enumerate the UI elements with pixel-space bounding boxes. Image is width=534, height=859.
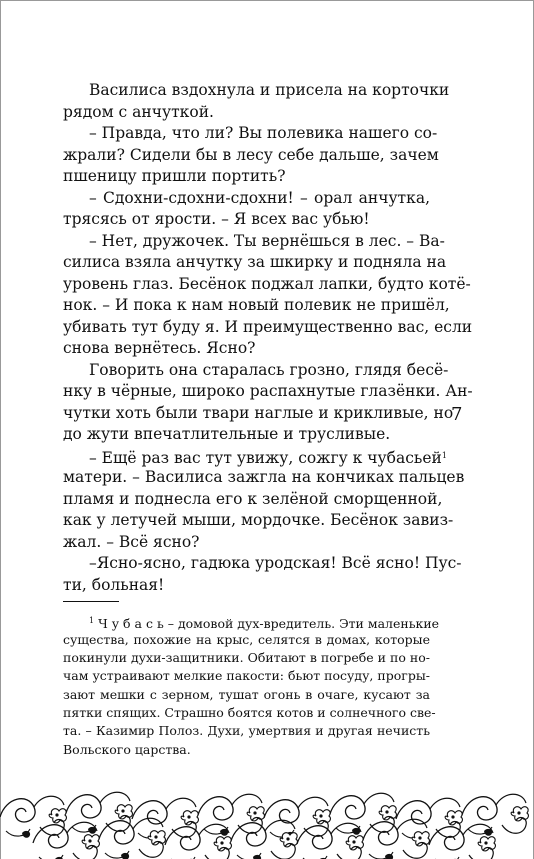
- text-line: пшеницу пришли портить?: [63, 167, 286, 185]
- footnote-line: [89, 612, 440, 631]
- footnote-rule: [63, 601, 119, 602]
- text-line: убивать тут буду я. И преимущественно вас, если: [63, 318, 473, 336]
- footnote-line: Вольского царства.: [63, 742, 191, 757]
- page-frame-left: [0, 0, 1, 859]
- floral-ornament-border: [0, 783, 534, 859]
- text-line: жрали? Сидели бы в лесу себе дальше, зачем: [63, 146, 439, 164]
- text-line: – Сдохни-сдохни-сдохни! – орал анчутка,: [89, 189, 430, 207]
- text-line: ти, больная!: [63, 576, 165, 594]
- footnote-line: пятки спящих. Страшно боятся котов и солнечного све-: [63, 705, 436, 720]
- text-line: снова вернётесь. Ясно?: [63, 339, 256, 357]
- text-line: силиса взяла анчутку за шкирку и подняла на: [63, 253, 447, 271]
- footnote-line: существа, похожие на крыс, селятся в домах, которые: [63, 632, 430, 647]
- text-line: трясясь от ярости. – Я всех вас убью!: [63, 210, 370, 228]
- text-line: [89, 445, 447, 467]
- footnote-ref: 1: [441, 451, 447, 460]
- text-line: – Нет, дружочек. Ты вернёшься в лес. – Ва-: [89, 232, 445, 250]
- page-number: 7: [451, 404, 463, 425]
- text-line: уровень глаз. Бесёнок поджал лапки, будто котё-: [63, 275, 471, 293]
- footnote-line: чам устраивают мелкие пакости: бьют посуду, прогры-: [63, 668, 430, 683]
- page-frame-top: [0, 0, 534, 1]
- text-line: как у летучей мыши, мордочке. Бесёнок завиз-: [63, 511, 454, 529]
- text-line: Василиса вздохнула и присела на корточки: [89, 81, 450, 99]
- text-line-content: – Ещё раз вас тут увижу, сожгу к чубасьей: [89, 449, 442, 467]
- text-line: –Ясно-ясно, гадюка уродская! Всё ясно! Пус-: [89, 554, 462, 572]
- text-line: нку в чёрные, широко распахнутые глазёнки. Ан-: [63, 382, 473, 400]
- footnote-line: та. – Казимир Полоз. Духи, умертвия и другая нечисть: [63, 723, 430, 738]
- text-line: пламя и поднесла его к зелёной сморщенной,: [63, 490, 443, 508]
- text-line: Говорить она старалась грозно, глядя бесё-: [89, 361, 449, 379]
- text-line: до жути впечатлительные и трусливые.: [63, 425, 391, 443]
- text-line: жал. – Всё ясно?: [63, 533, 200, 551]
- text-line: чутки хоть были твари наглые и крикливые, но: [63, 404, 454, 422]
- text-line: нок. – И пока к нам новый полевик не пришёл,: [63, 296, 450, 314]
- text-line: матери. – Василиса зажгла на кончиках пальцев: [63, 468, 465, 486]
- footnote-marker: 1: [89, 616, 95, 625]
- footnote-line: покинули духи-защитники. Обитают в погребе и по но-: [63, 650, 430, 665]
- footnote-line: зают мешки с зерном, тушат огонь в очаге, кусают за: [63, 687, 430, 702]
- text-line: рядом с анчуткой.: [63, 103, 214, 121]
- text-line: – Правда, что ли? Вы полевика нашего со-: [89, 124, 438, 142]
- footnote-line-content: Ч у б а с ь – домовой дух-вредитель. Эти маленькие: [98, 616, 440, 631]
